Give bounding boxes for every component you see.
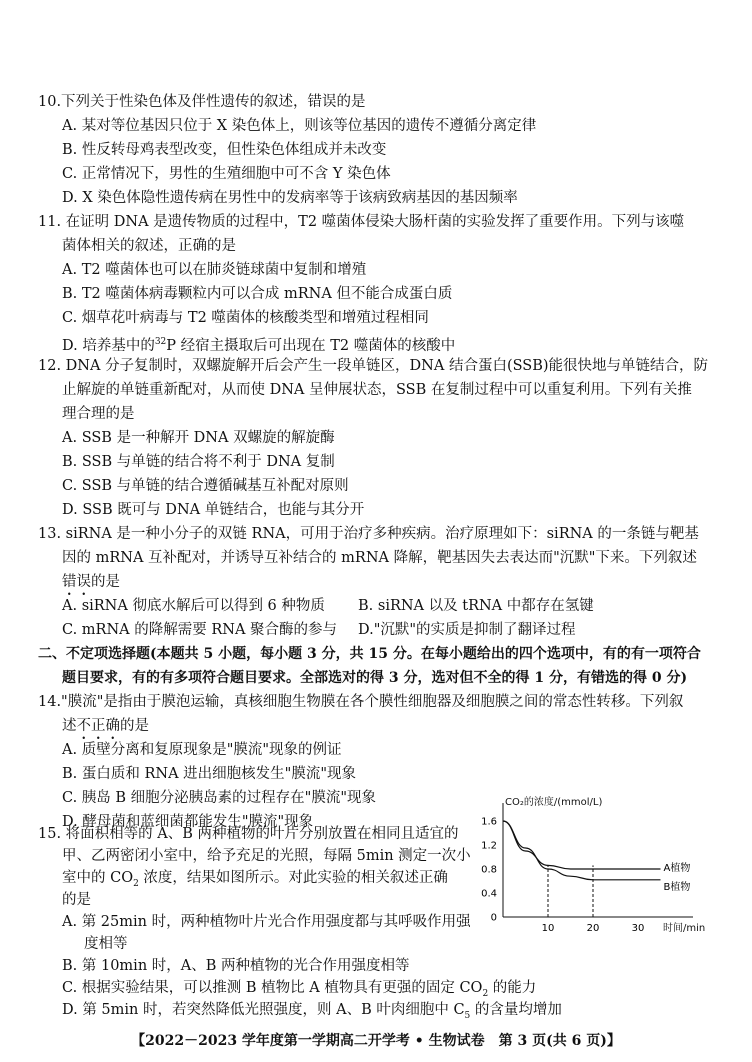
- q12-option-d: D. SSB 既可与 DNA 单链结合，也能与其分开: [62, 502, 365, 518]
- q15-stem-line4: 的是: [62, 892, 91, 908]
- emphasis-char: 错: [62, 574, 77, 590]
- q15-option-c-text: C. 根据实验结果，可以推测 B 植物比 A 植物具有更强的固定 CO: [62, 980, 483, 996]
- q10-option-d: D. X 染色体隐性遗传病在男性中的发病率等于该病致病基因的基因频率: [62, 190, 518, 206]
- series-label: A植物: [663, 863, 691, 874]
- q11-option-a: A. T2 噬菌体也可以在肺炎链球菌中复制和增殖: [62, 262, 367, 278]
- q15-option-c-text-end: 的能力: [488, 980, 537, 996]
- series-line-a: [503, 821, 661, 869]
- q13-option-a: A. siRNA 彻底水解后可以得到 6 种物质: [62, 598, 325, 614]
- q11-option-b: B. T2 噬菌体病毒颗粒内可以合成 mRNA 但不能合成蛋白质: [62, 286, 453, 302]
- q13-option-d: D."沉默"的实质是抑制了翻译过程: [358, 622, 576, 638]
- q14-option-b: B. 蛋白质和 RNA 进出细胞核发生"膜流"现象: [62, 766, 357, 782]
- q15-option-a-line2: 度相等: [84, 936, 128, 952]
- section2-heading-line2: 题目要求，有的有多项符合题目要求。全部选对的得 3 分，选对但不全的得 1 分，有错选的得 0 分): [62, 670, 688, 686]
- emphasis-char: 确: [105, 718, 120, 734]
- q15-stem-line3-end: 浓度，结果如图所示。对此实验的相关叙述正确: [138, 870, 448, 886]
- q14-option-d: D. 酵母菌和蓝细菌都能发生"膜流"现象: [62, 814, 314, 830]
- emphasis-char: 不: [76, 718, 91, 734]
- q13-stem-line1: 13. siRNA 是一种小分子的双链 RNA，可用于治疗多种疾病。治疗原理如下：siRNA 的一条链与靶基: [38, 526, 699, 542]
- q14-option-c: C. 胰岛 B 细胞分泌胰岛素的过程存在"膜流"现象: [62, 790, 377, 806]
- q12-stem-line3: 理合理的是: [62, 406, 135, 422]
- series-line-b: [503, 821, 661, 880]
- y-tick-label: 0.4: [481, 888, 497, 900]
- q13-stem-line2: 因的 mRNA 互补配对，并诱导互补结合的 mRNA 降解，靶基因失去表达而"沉默"下来。下列叙述: [62, 550, 697, 566]
- q14-stem-line1: 14."膜流"是指由于膜泡运输，真核细胞生物膜在各个膜性细胞器及细胞膜之间的常态性转移。下列叙: [38, 694, 684, 710]
- q12-option-b: B. SSB 与单链的结合将不利于 DNA 复制: [62, 454, 335, 470]
- x-tick-label: 20: [586, 923, 600, 934]
- y-tick-label: 1.6: [481, 816, 497, 828]
- q10-stem: 10.下列关于性染色体及伴性遗传的叙述，错误的是: [38, 94, 366, 110]
- co2-concentration-chart: [473, 793, 721, 941]
- q12-stem-line1: 12. DNA 分子复制时，双螺旋解开后会产生一段单链区，DNA 结合蛋白(SSB)能很快地与单链结合，防: [38, 358, 709, 374]
- y-tick-label: 0: [490, 912, 497, 924]
- q12-option-a: A. SSB 是一种解开 DNA 双螺旋的解旋酶: [62, 430, 335, 446]
- x-tick-label: 30: [631, 923, 645, 934]
- q12-stem-line2: 止解旋的单链重新配对，从而使 DNA 呈伸展状态，SSB 在复制过程中可以重复利用。下列有关推: [62, 382, 692, 398]
- y-tick-label: 0.8: [481, 864, 497, 876]
- q11-stem-line2: 菌体相关的叙述，正确的是: [62, 238, 236, 254]
- q15-stem-line1: 15. 将面积相等的 A、B 两种植物的叶片分别放置在相同且适宜的: [38, 826, 459, 842]
- q10-option-c: C. 正常情况下，男性的生殖细胞中可不含 Y 染色体: [62, 166, 391, 182]
- q13-option-b: B. siRNA 以及 tRNA 中都存在氢键: [358, 598, 594, 614]
- q11-option-d: [62, 332, 455, 356]
- q10-option-a: A. 某对等位基因只位于 X 染色体上，则该等位基因的遗传不遵循分离定律: [62, 118, 537, 134]
- x-tick-label: 10: [541, 923, 555, 934]
- q10-option-b: B. 性反转母鸡表型改变，但性染色体组成并未改变: [62, 142, 387, 158]
- series-label: B植物: [663, 881, 691, 893]
- q11-option-d-superscript: 32: [154, 337, 167, 347]
- q14-stem-line2-end: 的是: [120, 718, 149, 734]
- q11-option-c: C. 烟草花叶病毒与 T2 噬菌体的核酸类型和增殖过程相同: [62, 310, 429, 326]
- q11-stem-line1: 11. 在证明 DNA 是遗传物质的过程中，T2 噬菌体侵染大肠杆菌的实验发挥了重要作用。下列与该噬: [38, 214, 685, 230]
- q13-stem-line3: [62, 572, 120, 592]
- q13-stem-line3-rest: 的是: [91, 574, 120, 590]
- q15-stem-line3-start: 室中的 CO: [62, 870, 134, 886]
- subscript: 5: [464, 1010, 471, 1021]
- q14-option-a: A. 质壁分离和复原现象是"膜流"现象的例证: [62, 742, 342, 758]
- subscript: 2: [133, 878, 139, 889]
- x-axis-label: 时间/min: [663, 923, 706, 934]
- subscript: 2: [482, 988, 489, 999]
- q14-stem-line2-start: 述: [62, 718, 77, 734]
- q15-option-a-line1: A. 第 25min 时，两种植物叶片光合作用强度都与其呼吸作用强: [62, 914, 471, 930]
- y-tick-label: 1.2: [481, 840, 497, 852]
- emphasis-char: 误: [76, 574, 91, 590]
- q15-stem-line3: [62, 868, 448, 894]
- q15-option-d-text: D. 第 5min 时，若突然降低光照强度，则 A、B 叶肉细胞中 C: [62, 1002, 465, 1018]
- section2-heading-line1: 二、不定项选择题(本题共 5 小题，每小题 3 分，共 15 分。在每小题给出的四个选项中，有的有一项符合: [38, 646, 701, 662]
- q15-option-b: B. 第 10min 时，A、B 两种植物的光合作用强度相等: [62, 958, 410, 974]
- q11-option-d-text-end: P 经宿主摄取后可出现在 T2 噬菌体的核酸中: [166, 337, 456, 354]
- emphasis-char: 正: [91, 718, 106, 734]
- q15-option-d: [62, 1000, 562, 1026]
- page-footer: 【2022－2023 学年度第一学期高二开学考 • 生物试卷 第 3 页(共 6 页)】: [131, 1033, 621, 1049]
- y-axis-label: CO₂的浓度/(mmol/L): [505, 797, 603, 808]
- q13-option-c: C. mRNA 的降解需要 RNA 聚合酶的参与: [62, 622, 338, 638]
- q14-stem-line2: [62, 716, 149, 736]
- q15-option-d-text-end: 的含量均增加: [470, 1002, 562, 1018]
- q15-stem-line2: 甲、乙两密闭小室中，给予充足的光照，每隔 5min 测定一次小: [62, 848, 471, 864]
- q12-option-c: C. SSB 与单链的结合遵循碱基互补配对原则: [62, 478, 349, 494]
- q11-option-d-text: D. 培养基中的: [62, 337, 155, 354]
